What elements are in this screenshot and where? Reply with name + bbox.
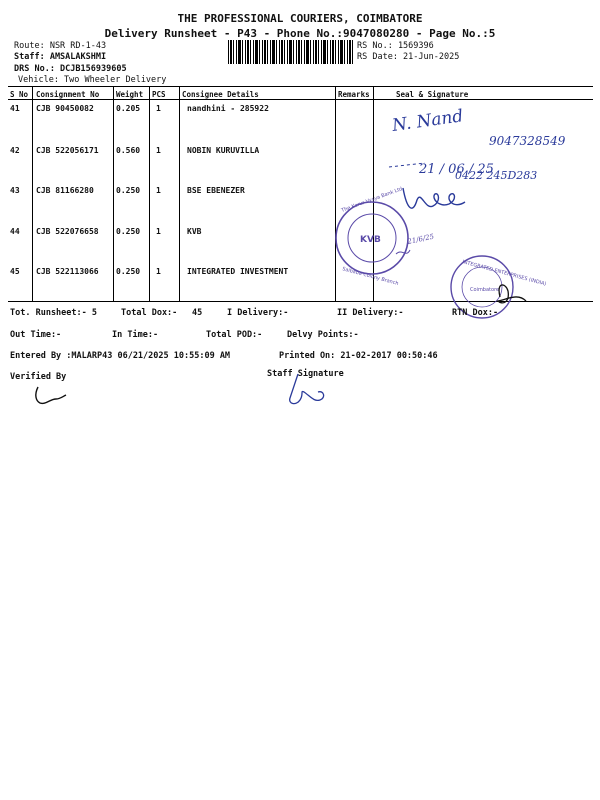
row-consignee: nandhini - 285922 — [187, 104, 269, 113]
total-dox-value: 45 — [192, 308, 203, 318]
col-divider — [113, 86, 114, 301]
row-pcs: 1 — [156, 267, 161, 276]
rs-number: RS No.: 1569396 — [357, 41, 434, 51]
row-consignee: KVB — [187, 227, 202, 236]
vehicle-label: Vehicle: Two Wheeler Delivery — [18, 75, 167, 85]
tot-runsheet: Tot. Runsheet:- 5 — [10, 308, 97, 318]
signature-phone: 9047328549 — [489, 134, 566, 148]
verified-by-signature — [30, 385, 70, 411]
total-dox-label: Total Dox:- — [121, 308, 178, 318]
col-header-pcs: PCS — [152, 90, 166, 99]
staff-label: Staff: AMSALAKSHMI — [14, 52, 107, 62]
rtn-dox-label: RTN Dox:- — [452, 308, 499, 318]
total-pod-label: Total POD:- — [206, 330, 263, 340]
kvb-stamp-logo: KVB — [360, 235, 381, 245]
col-header-consignment: Consignment No — [36, 90, 100, 99]
col-divider — [149, 86, 150, 301]
staff-signature — [280, 372, 330, 406]
row-sno: 43 — [10, 186, 20, 195]
col-divider — [32, 86, 33, 301]
row-consignee: BSE EBENEZER — [187, 186, 245, 195]
col-header-sno: S No — [10, 90, 29, 99]
row-weight: 0.250 — [116, 186, 141, 195]
in-time-label: In Time:- — [112, 330, 159, 340]
ii-delivery-label: II Delivery:- — [337, 308, 404, 318]
row-pcs: 1 — [156, 186, 161, 195]
staff-signature-label: Staff Signature — [267, 369, 344, 379]
integrated-stamp-city: Coimbatore — [470, 287, 500, 293]
row-weight: 0.560 — [116, 146, 141, 155]
row-consignment: CJB 522076658 — [36, 227, 99, 236]
table-header-rule — [8, 99, 593, 100]
row-consignee: INTEGRATED INVESTMENT — [187, 267, 289, 276]
runsheet-subtitle: Delivery Runsheet - P43 - Phone No.:9047080280 - Page No.:5 — [104, 27, 496, 40]
rs-date: RS Date: 21-Jun-2025 — [357, 52, 460, 62]
kvb-stamp-date: 21/6/25 — [406, 232, 435, 246]
route-label: Route: NSR RD-1-43 — [14, 41, 107, 51]
barcode — [228, 40, 353, 64]
row-consignment: CJB 522113066 — [36, 267, 99, 276]
row-weight: 0.250 — [116, 267, 141, 276]
i-delivery-label: I Delivery:- — [227, 308, 289, 318]
signature-row-41-42 — [385, 105, 595, 180]
kvb-bank-stamp — [330, 186, 450, 287]
signature-date: 21 / 06 / 25 — [419, 162, 494, 177]
kvb-stamp-branch: Saibaba Colony Branch — [341, 266, 400, 287]
kvb-stamp-text: The Karur Vysya Bank Ltd — [340, 186, 404, 214]
row-pcs: 1 — [156, 227, 161, 236]
row-pcs: 1 — [156, 104, 161, 113]
row-consignee: NOBIN KURUVILLA — [187, 146, 260, 155]
row-consignment: CJB 522056171 — [36, 146, 99, 155]
company-title: THE PROFESSIONAL COURIERS, COIMBATORE — [177, 12, 423, 25]
row-sno: 45 — [10, 267, 20, 276]
col-header-remarks: Remarks — [338, 90, 370, 99]
col-divider — [179, 86, 180, 301]
verified-by-label: Verified By — [10, 372, 67, 382]
row-weight: 0.250 — [116, 227, 141, 236]
row-consignment: CJB 81166280 — [36, 186, 94, 195]
row-sno: 42 — [10, 146, 20, 155]
col-header-seal-signature: Seal & Signature — [396, 90, 469, 99]
integrated-stamp-text: INTEGRATED ENTERPRISES (INDIA) — [461, 259, 547, 288]
printed-on: Printed On: 21-02-2017 00:50:46 — [279, 351, 438, 361]
row-sno: 44 — [10, 227, 20, 236]
signature-name: N. Nand — [390, 106, 465, 136]
drs-number: DRS No.: DCJB156939605 — [14, 64, 127, 74]
signature-time: 0422 245D283 — [455, 169, 538, 182]
col-header-weight: Weight — [116, 90, 144, 99]
entered-by: Entered By :MALARP43 06/21/2025 10:55:09 AM — [10, 351, 231, 361]
row-sno: 41 — [10, 104, 20, 113]
row-consignment: CJB 90450082 — [36, 104, 94, 113]
row-weight: 0.205 — [116, 104, 141, 113]
col-header-consignee: Consignee Details — [182, 90, 259, 99]
delvy-points-label: Delvy Points:- — [287, 330, 359, 340]
row-pcs: 1 — [156, 146, 161, 155]
out-time-label: Out Time:- — [10, 330, 62, 340]
table-top-rule — [8, 86, 593, 87]
